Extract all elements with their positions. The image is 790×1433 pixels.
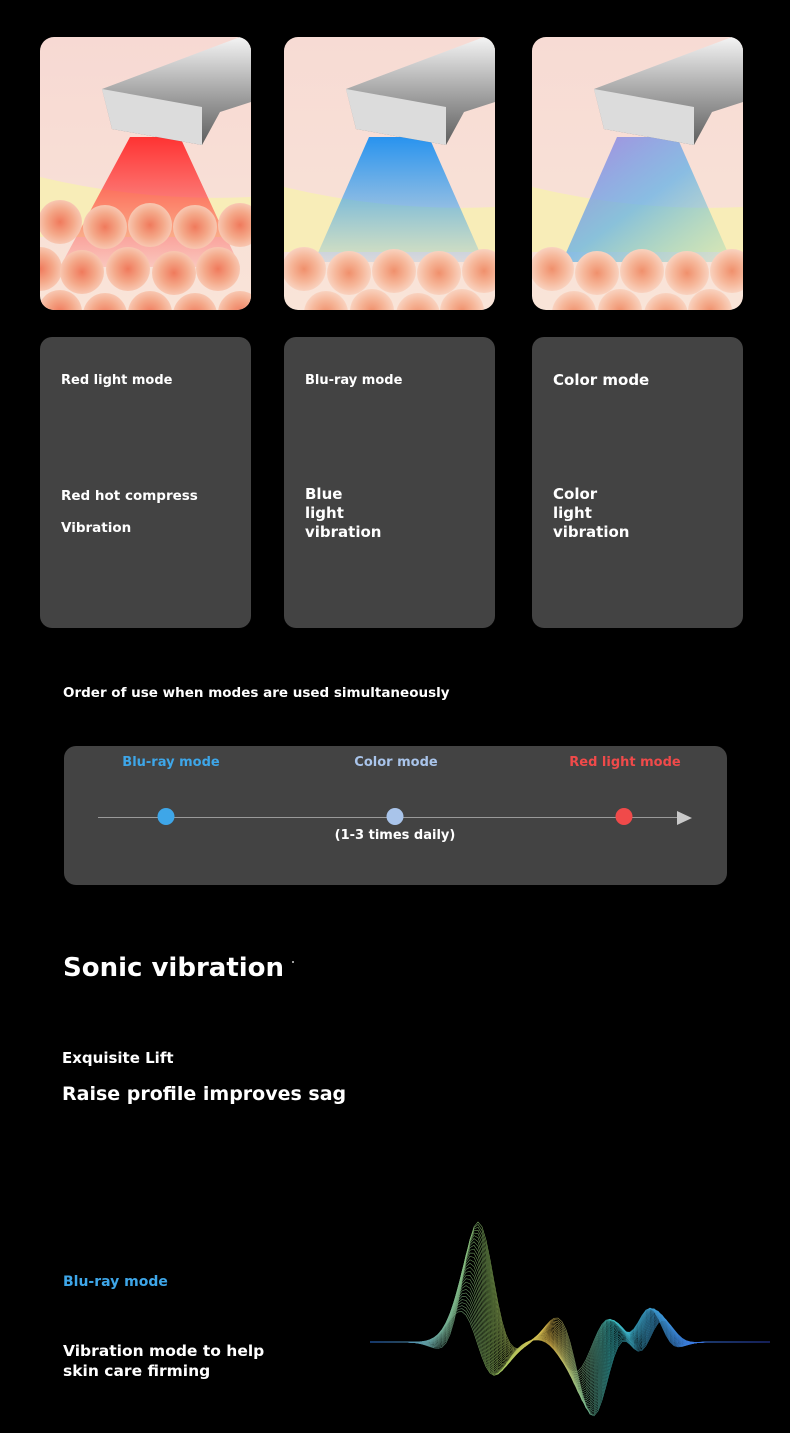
order-title: Order of use when modes are used simultaneously — [63, 685, 450, 701]
wave-line — [370, 1249, 770, 1404]
step-label-red-light: Red light mode — [569, 755, 681, 770]
wave-line — [370, 1263, 770, 1397]
step-dot-blu-ray — [158, 808, 175, 825]
wave-line — [370, 1260, 770, 1399]
section-headline: Raise profile improves sag — [62, 1083, 347, 1105]
section-subtitle: Exquisite Lift — [62, 1049, 174, 1067]
wave-line — [370, 1224, 770, 1414]
card-line: Vibration — [61, 520, 132, 536]
color-light-photo — [532, 37, 743, 310]
blue-light-photo — [284, 37, 495, 310]
card-title: Color mode — [553, 371, 650, 389]
usage-order-timeline — [64, 746, 727, 885]
step-dot-red-light — [616, 808, 633, 825]
wave-line — [370, 1245, 770, 1405]
card-line: Red hot compress — [61, 488, 198, 504]
wave-line — [370, 1227, 770, 1413]
arrow-right-icon — [677, 811, 692, 825]
usage-frequency: (1-3 times daily) — [334, 828, 456, 843]
mode-description: Vibration mode to help skin care firming — [63, 1342, 265, 1380]
wave-line — [370, 1242, 770, 1407]
card-description: Color light vibration — [553, 485, 630, 541]
card-red-light-mode — [40, 337, 251, 628]
card-color-mode — [532, 337, 743, 628]
wave-line — [370, 1256, 770, 1401]
wave-line — [370, 1253, 770, 1403]
card-title: Red light mode — [61, 373, 173, 388]
wave-line — [370, 1230, 770, 1412]
wave-line — [370, 1267, 770, 1395]
red-light-photo — [40, 37, 251, 310]
section-title: Sonic vibration — [63, 953, 285, 983]
sound-wave-graphic — [370, 1205, 770, 1433]
card-description: Blue light vibration — [305, 485, 382, 541]
wave-line — [370, 1239, 770, 1409]
mode-label: Blu-ray mode — [63, 1274, 168, 1290]
wave-line — [370, 1233, 770, 1412]
wave-line — [370, 1222, 770, 1416]
step-label-blu-ray: Blu-ray mode — [122, 755, 220, 770]
card-title: Blu-ray mode — [305, 373, 403, 388]
card-blu-ray-mode — [284, 337, 495, 628]
wave-line — [370, 1236, 770, 1411]
step-label-color: Color mode — [354, 755, 438, 770]
step-dot-color — [387, 808, 404, 825]
decorative-dot — [292, 961, 294, 963]
